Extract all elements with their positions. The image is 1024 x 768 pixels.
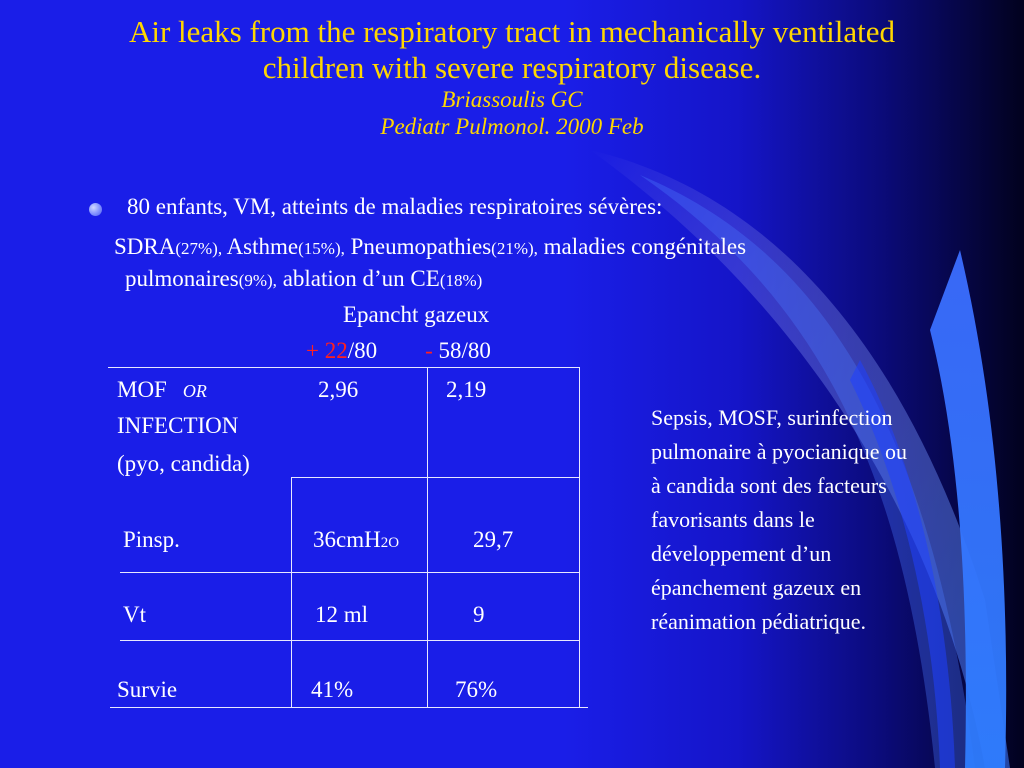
pulmonaires-label: pulmonaires — [125, 266, 239, 291]
side-line-6: épanchement gazeux en — [651, 575, 862, 600]
pyo-label: (pyo, candida) — [117, 451, 250, 476]
survie-minus-value: 76% — [455, 677, 498, 702]
mof-cell — [117, 375, 207, 406]
survie-plus-value: 41% — [311, 677, 354, 702]
congenital-label: maladies congénitales — [537, 234, 747, 259]
bullet-text: 80 enfants, VM, atteints de maladies respiratoires sévères: — [127, 194, 663, 219]
plus-sign: + — [306, 338, 325, 363]
vt-label: Vt — [123, 602, 146, 627]
table-bottom-line — [110, 707, 588, 708]
title-line-1: Air leaks from the respiratory tract in mechanically ventilated — [128, 14, 896, 49]
mof-minus-value: 2,19 — [446, 377, 487, 402]
vt-plus-value: 12 ml — [315, 602, 369, 627]
plus-value: 22 — [324, 338, 348, 363]
sdra-pct: (27%), — [175, 239, 223, 258]
survie-label: Survie — [117, 677, 178, 702]
table-top-line — [108, 367, 580, 368]
mof-label: MOF — [117, 377, 167, 402]
plus-denominator: /80 — [347, 338, 378, 363]
mof-plus-value: 2,96 — [318, 377, 359, 402]
vt-minus-value: 9 — [473, 602, 485, 627]
pathology-list — [114, 232, 964, 296]
table-row-line-2 — [120, 572, 580, 573]
asthme-label: Asthme — [222, 234, 299, 259]
pneumo-label: Pneumopathies — [344, 234, 492, 259]
table-col-line-1 — [291, 477, 292, 707]
or-label: OR — [182, 381, 207, 401]
pinsp-plus-main: 36cmH — [313, 527, 381, 552]
side-line-2: pulmonaire à pyocianique ou — [651, 439, 907, 464]
side-line-3: à candida sont des facteurs — [651, 473, 887, 498]
table-row-line-3 — [120, 640, 580, 641]
pulmonaires-pct: (9%), — [238, 271, 277, 290]
author: Briassoulis GC — [441, 87, 583, 112]
pinsp-plus-value — [313, 525, 399, 558]
group-counts — [306, 336, 491, 366]
pinsp-minus-value: 29,7 — [473, 527, 514, 552]
side-note — [651, 401, 996, 639]
sdra-label: SDRA — [114, 234, 176, 259]
side-line-4: favorisants dans le — [651, 507, 815, 532]
epancht-heading: Epancht gazeux — [343, 302, 490, 327]
table-col-line-2 — [427, 367, 428, 707]
asthme-pct: (15%), — [298, 239, 345, 258]
citation: Pediatr Pulmonol. 2000 Feb — [380, 114, 644, 139]
minus-value: 58/80 — [438, 338, 491, 363]
side-line-5: développement d’un — [651, 541, 832, 566]
pinsp-plus-o: O — [388, 535, 400, 551]
minus-sign: - — [425, 338, 439, 363]
pneumo-pct: (21%), — [491, 239, 538, 258]
title-line-2: children with severe respiratory disease. — [262, 50, 762, 85]
pinsp-plus-sub: 2 — [380, 535, 389, 551]
infection-label: INFECTION — [117, 413, 239, 438]
table-col-line-3 — [579, 367, 580, 707]
bullet-icon — [89, 203, 102, 216]
side-line-1: Sepsis, MOSF, surinfection — [651, 405, 893, 430]
side-line-7: réanimation pédiatrique. — [651, 609, 867, 634]
table-row-line-1 — [291, 477, 580, 478]
slide-title — [40, 14, 984, 140]
ablation-label: ablation d’un CE — [276, 266, 440, 291]
ablation-pct: (18%) — [439, 271, 483, 290]
pinsp-label: Pinsp. — [123, 527, 180, 552]
